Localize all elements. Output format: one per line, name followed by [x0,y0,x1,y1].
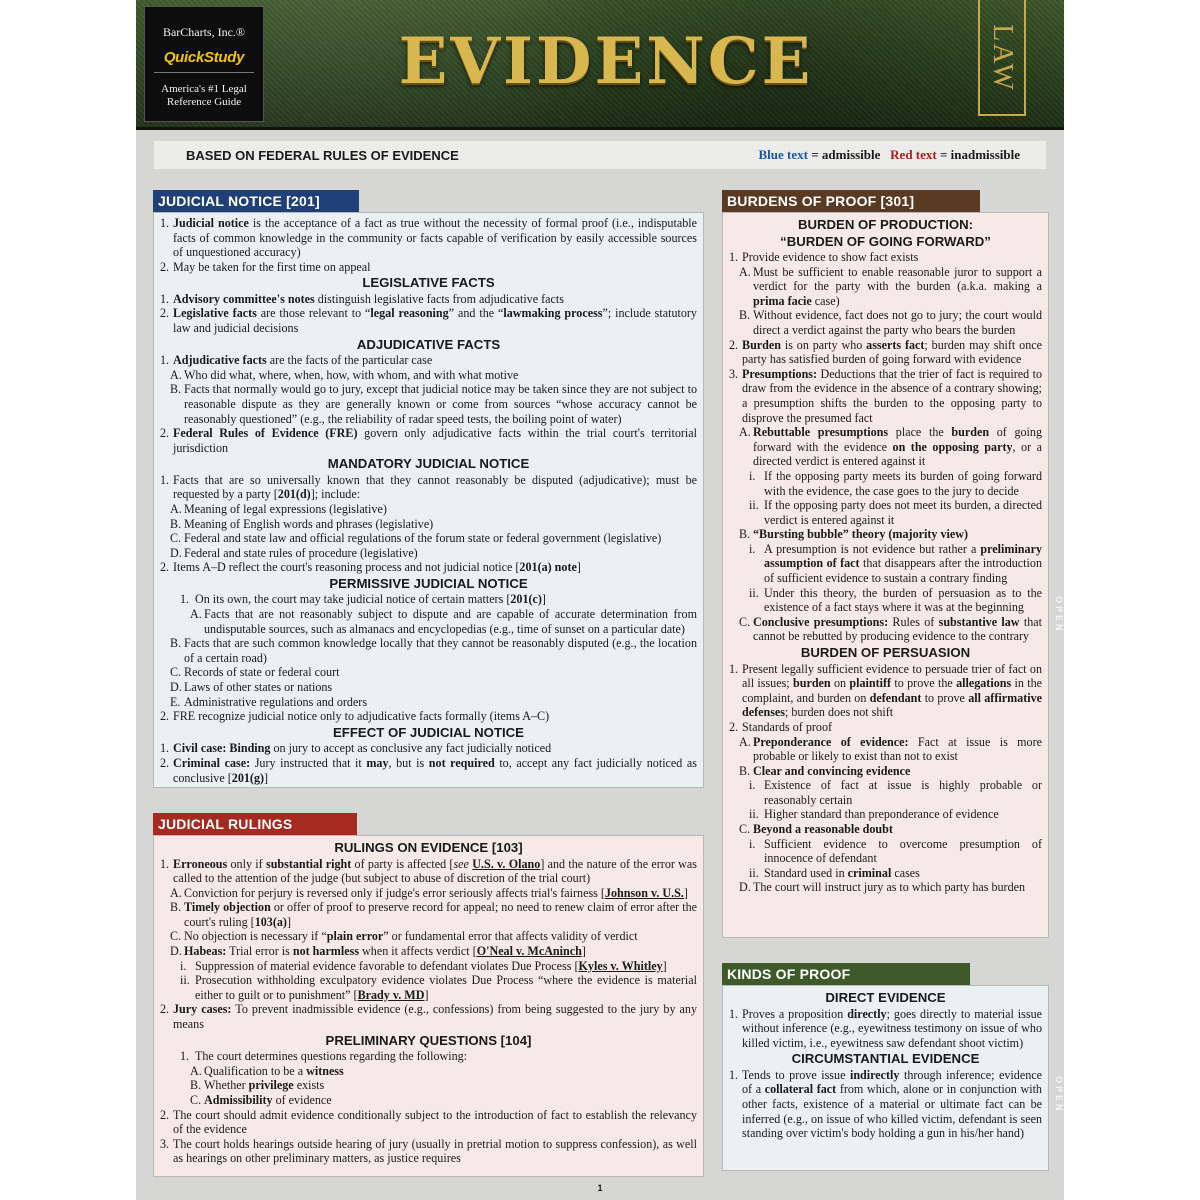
brand-product: QuickStudy [163,49,245,66]
list-marker: i. [749,836,756,851]
list-item [729,778,1042,807]
subheader-bar [154,141,1046,169]
list-item [160,959,697,974]
list-item-text: Prosecution withholding exculpatory evidence violates Due Process “where the evidence is material either to guilt or to punishment” [Brady v. MD] [195,973,697,1002]
color-legend [759,147,1020,163]
list-item-text: Must be sufficient to enable reasonable juror to support a verdict for the party with the burden (a.k.a. making a prima facie case) [753,264,1042,308]
list-item-text: Meaning of legal expressions (legislative) [184,502,387,516]
list-item-text: FRE recognize judicial notice only to adjudicative facts formally (items A–C) [173,709,550,724]
list-item [160,944,697,959]
page-number: 1 [597,1183,603,1193]
list-item [729,265,1042,309]
list-item [160,502,697,517]
list-item [160,592,697,607]
section-title-burdens-of-proof: BURDENS OF PROOF [301] [722,190,980,212]
list-marker: ii. [180,973,190,988]
list-item-text: Conviction for perjury is reversed only if judge's error seriously affects trial's fairness [Johnson v. U.S.] [184,885,688,900]
list-marker: 2. [160,755,170,770]
list-marker: 2. [729,337,739,352]
list-marker: B. [739,763,751,778]
list-item-text: Habeas: Trial error is not harmless when it affects verdict [O'Neal v. McAninch] [184,944,586,959]
list-marker: 2. [160,1107,170,1122]
list-item-text: Facts that normally would go to jury, except that judicial notice may be taken since they are not subject to reasonable dispute as they are generally known or come from sources “whose accuracy cannot be reasonably questioned” (e.g., the reliability of radar speed tests, the boiling point of water) [184,382,697,426]
list-item-text: Federal Rules of Evidence (FRE) govern only adjudicative facts within the trial court's territorial jurisdiction [173,426,697,455]
section-title-judicial-rulings: JUDICIAL RULINGS [153,813,357,835]
list-marker: A. [739,264,751,279]
brand-tagline: America's #1 Legal Reference Guide [161,83,247,108]
subject-spine [978,0,1026,116]
list-marker: B. [739,308,751,323]
legend-blue-meaning: = admissible [807,147,891,162]
list-marker: A. [170,502,182,516]
list-item-text: Conclusive presumptions: Rules of substantive law that cannot be rebutted by producing evidence to the contrary [753,614,1042,644]
list-item [729,527,1042,542]
list-item-text: Standard used in criminal cases [764,865,920,880]
list-item [160,473,697,502]
list-marker: i. [749,541,756,556]
list-item-text: Erroneous only if substantial right of party is affected [see U.S. v. Olano] and the nature of the error was called to the attention of the judge (but subject to abuse of discretion of the trial court) [173,856,697,886]
list-item-text: Beyond a reasonable doubt [753,822,893,837]
subject-label: LAW [987,24,1018,92]
list-marker: C. [170,531,182,546]
subsection-heading: DIRECT EVIDENCE [825,990,946,1005]
list-item-text: Rebuttable presumptions place the burden of going forward with the evidence on the opposing party, or a directed verdict is entered against it [753,425,1042,469]
list-marker: A. [190,607,202,622]
list-item [160,973,697,1002]
brand-logo [144,6,264,122]
list-item-text: Present legally sufficient evidence to persuade trier of fact on all issues; burden on plaintiff to prove the allegations in the complaint, and burden on defendant to prove all affirmative defenses; burden does not shift [742,661,1043,720]
list-item [729,615,1042,644]
list-item-text: If the opposing party meets its burden of going forward with the evidence, the case goes to the jury to decide [764,468,1042,498]
list-item [160,353,697,368]
list-item [729,586,1042,615]
list-marker: 1. [160,472,170,487]
subsection-heading: BURDEN OF PRODUCTION: “BURDEN OF GOING FORWARD” [780,217,991,249]
burdens-of-proof-panel [722,212,1049,938]
judicial-notice-panel [153,212,704,788]
list-item [160,857,697,886]
header-banner [136,0,1064,130]
list-item-text: The court holds hearings outside hearing of jury (usually in pretrial motion to suppress confession), as well as hearings on other preliminary matters, as justice requires [173,1136,697,1166]
list-marker: C. [739,822,751,837]
list-item [729,250,1042,265]
list-item [729,822,1042,837]
list-item-text: Suppression of material evidence favorable to defendant violates Due Process [Kyles v. Whitley] [195,958,667,973]
section-title-kinds-of-proof: KINDS OF PROOF [722,963,970,985]
list-item [160,741,697,756]
legend-red-label: Red text [890,147,937,162]
list-item [729,338,1042,367]
subsection-heading: ADJUDICATIVE FACTS [356,336,501,352]
list-marker: A. [739,425,751,440]
brand-company: BarCharts, Inc.® [162,25,246,39]
list-marker: C. [170,929,182,944]
list-item-text: No objection is necessary if “plain error” or fundamental error that affects validity of verdict [184,929,638,944]
list-item-text: Civil case: Binding on jury to accept as conclusive any fact judicially noticed [173,741,552,756]
brand-divider [154,72,254,73]
list-item-text: Facts that are so universally known that they cannot reasonably be disputed (adjudicative); must be requested by a party [201(d)]; include: [173,472,697,502]
list-item [160,1137,697,1166]
list-item [160,929,697,944]
list-item-text: Adjudicative facts are the facts of the particular case [173,353,433,368]
list-item [729,469,1042,498]
list-item-text: Facts that are not reasonably subject to dispute and are capable of accurate determination from undisputable sources, such as almanacs and encyclopedias (e.g., time of sunset on a particular date) [204,607,697,636]
list-item-text: Standards of proof [742,719,833,734]
list-item-text: Provide evidence to show fact exists [742,250,919,264]
subsection-heading: BURDEN OF PERSUASION [800,645,971,661]
list-item-text: Judicial notice is the acceptance of a fact as true without the necessity of formal proof (i.e., indisputable facts of common knowledge in the community or facts capable of verification by easily accessible sources of unquestioned accuracy) [173,216,697,260]
list-marker: C. [739,614,751,629]
list-item-text: Whether privilege exists [204,1078,325,1093]
list-item-text: Sufficient evidence to overcome presumption of innocence of defendant [764,836,1042,866]
list-item [729,866,1042,881]
subsection-heading: LEGISLATIVE FACTS [362,275,495,291]
list-marker: 1. [729,250,739,264]
list-item-text: Without evidence, fact does not go to jury; the court would direct a verdict against the party who bears the burden [753,308,1042,337]
legend-blue-label: Blue text [758,147,808,162]
list-marker: 1. [729,1006,739,1021]
list-item [729,425,1042,469]
list-item [160,665,697,680]
list-marker: 1. [160,353,170,368]
list-item-text: Tends to prove issue indirectly through inference; evidence of a collateral fact from which, alone or in conjunction with other facts, existence of a material or ultimate fact can be inferred (e.g., on issue of who killed victim, defendant is seen standing over victim's body holding a gun in his/her hand) [742,1067,1042,1141]
judicial-rulings-panel [153,835,704,1177]
list-item [729,1068,1042,1141]
list-item-text: Legislative facts are those relevant to “legal reasoning” and the “lawmaking process”; include statutory law and judicial decisions [173,306,697,336]
list-marker: D. [739,880,751,895]
list-item-text: Items A–D reflect the court's reasoning process and not judicial notice [201(a) note] [173,560,581,575]
list-item [160,260,697,275]
list-marker: D. [170,680,182,695]
list-item [160,368,697,383]
list-marker: i. [180,958,187,973]
list-item-text: Administrative regulations and orders [184,694,368,709]
kinds-of-proof-panel [722,985,1049,1171]
open-edge-tab: OPEN [1054,1076,1064,1114]
list-item [160,695,697,710]
list-item-text: Jury cases: To prevent inadmissible evidence (e.g., confessions) from being suggested to the jury by any means [173,1002,697,1032]
subsection-heading: MANDATORY JUDICIAL NOTICE [327,456,530,472]
list-marker: A. [170,885,182,900]
list-marker: 3. [729,366,739,381]
list-item [160,607,697,636]
list-marker: ii. [749,585,759,600]
list-item [160,886,697,901]
list-item [729,662,1042,720]
list-item [729,367,1042,425]
list-item-text: Laws of other states or nations [184,680,333,695]
list-item [729,764,1042,779]
list-marker: 1. [729,1067,739,1082]
list-item-text: May be taken for the first time on appeal [173,259,371,274]
list-marker: B. [190,1078,202,1093]
list-marker: 1. [729,661,739,676]
list-item-text: Federal and state law and official regulations of the forum state or federal government (legislative) [184,531,662,546]
list-item [160,709,697,724]
subsection-heading: CIRCUMSTANTIAL EVIDENCE [791,1051,980,1067]
list-item [160,1108,697,1137]
subsection-heading: PERMISSIVE JUDICIAL NOTICE [329,575,528,591]
list-marker: C. [170,665,182,680]
list-item-text: Clear and convincing evidence [753,763,911,778]
list-marker: 1. [160,216,170,230]
list-item [160,292,697,307]
list-marker: 1. [160,741,170,756]
list-item-text: Federal and state rules of procedure (legislative) [184,545,418,560]
list-item [160,306,697,335]
list-marker: 1. [160,291,170,306]
section-title-judicial-notice: JUDICIAL NOTICE [201] [153,190,359,212]
list-marker: B. [170,516,182,531]
list-marker: 1. [180,1049,190,1064]
list-marker: 2. [160,426,170,441]
list-item-text: “Bursting bubble” theory (majority view) [753,527,968,542]
subsection-heading: PRELIMINARY QUESTIONS [104] [325,1032,532,1048]
list-item-text: Qualification to be a witness [204,1063,344,1078]
quickstudy-sheet [136,0,1064,1200]
list-item [729,880,1042,895]
list-item [160,756,697,785]
list-item [729,807,1042,822]
list-item [729,542,1042,586]
list-marker: i. [749,468,756,483]
list-item-text: Timely objection or offer of proof to preserve record for appeal; no need to renew claim of error after the court's ruling [103(a)] [184,900,697,929]
open-edge-tab: OPEN [1054,596,1064,634]
list-item [160,900,697,929]
list-marker: A. [190,1063,202,1078]
list-marker: 1. [180,592,190,607]
subsection-heading: RULINGS ON EVIDENCE [103] [334,840,523,855]
list-marker: 2. [160,259,170,274]
page-title: EVIDENCE [398,24,814,99]
list-item [160,531,697,546]
list-item [160,1064,697,1079]
list-item-text: Under this theory, the burden of persuasion as to the existence of a fact stays where it was at the beginning [764,585,1042,615]
list-item [729,735,1042,764]
list-item [160,216,697,260]
list-marker: 2. [160,306,170,321]
list-marker: D. [170,944,182,959]
list-item [160,636,697,665]
list-item-text: Existence of fact at issue is highly probable or reasonably certain [764,778,1042,807]
list-item [160,1002,697,1031]
list-marker: 2. [160,709,170,724]
list-item [729,837,1042,866]
list-marker: A. [170,367,182,382]
list-item-text: Burden is on party who asserts fact; burden may shift once party has satisfied burden of going forward with evidence [742,337,1042,367]
list-item-text: On its own, the court may take judicial notice of certain matters [201(c)] [195,592,546,607]
list-marker: 2. [160,560,170,575]
list-item [160,560,697,575]
list-item-text: Criminal case: Jury instructed that it may, but is not required to, accept any fact judicially noticed as conclusive [201(g)] [173,755,697,785]
list-item [729,1007,1042,1051]
list-item [729,498,1042,527]
list-marker: ii. [749,807,759,822]
list-marker: 2. [160,1002,170,1017]
list-item-text: A presumption is not evidence but rather a preliminary assumption of fact that disappears after the introduction of sufficient evidence to sustain a contrary finding [764,541,1042,586]
list-item [160,546,697,561]
list-marker: D. [170,545,182,560]
list-item-text: Advisory committee's notes distinguish legislative facts from adjudicative facts [173,291,564,306]
list-item-text: Higher standard than preponderance of evidence [764,807,999,822]
list-item [160,1049,697,1064]
list-marker: 1. [160,856,170,871]
list-item [729,720,1042,735]
list-marker: B. [170,382,182,397]
list-item-text: Proves a proposition directly; goes directly to material issue without inference (e.g., eyewitness testimony on issue of who killed victim, i.e., eyewitness saw defendant shoot victim) [742,1006,1042,1050]
list-item-text: Admissibility of evidence [204,1092,332,1107]
list-marker: 2. [729,719,739,734]
list-marker: ii. [749,865,759,880]
list-marker: B. [739,527,751,542]
list-marker: A. [739,734,751,749]
list-marker: ii. [749,498,759,513]
list-item-text: Facts that are such common knowledge locally that they cannot be reasonably disputed (e.g., the location of a certain road) [184,636,697,665]
list-item-text: Preponderance of evidence: Fact at issue is more probable or likely to exist than not to exist [753,734,1042,764]
list-marker: E. [170,694,181,709]
list-item [160,1078,697,1093]
list-item-text: Who did what, where, when, how, with whom, and with what motive [184,367,519,382]
list-marker: B. [170,900,182,915]
list-item-text: Records of state or federal court [184,665,340,680]
list-item [160,426,697,455]
list-marker: C. [190,1092,202,1107]
list-item [160,517,697,532]
list-item-text: The court determines questions regarding the following: [195,1049,468,1064]
list-item [160,1093,697,1108]
list-marker: B. [170,636,182,651]
legend-red-meaning: = inadmissible [936,147,1020,162]
list-item-text: If the opposing party does not meet its burden, a directed verdict is entered against it [764,498,1042,527]
list-item [160,680,697,695]
list-item-text: Meaning of English words and phrases (legislative) [184,516,434,531]
list-item-text: The court will instruct jury as to which party has burden [753,880,1026,895]
subsection-heading: EFFECT OF JUDICIAL NOTICE [333,724,524,740]
subheader-caption: BASED ON FEDERAL RULES OF EVIDENCE [186,147,459,163]
list-item-text: The court should admit evidence conditionally subject to the introduction of fact to establish the relevancy of the evidence [173,1107,697,1137]
list-marker: 3. [160,1136,170,1151]
list-item-text: Presumptions: Deductions that the trier of fact is required to draw from the evidence in the absence of a contrary showing; a presumption shifts the burden to the opposing party to disprove the presumed fact [742,366,1042,425]
list-item [160,382,697,426]
list-marker: i. [749,778,756,793]
list-item [729,308,1042,337]
